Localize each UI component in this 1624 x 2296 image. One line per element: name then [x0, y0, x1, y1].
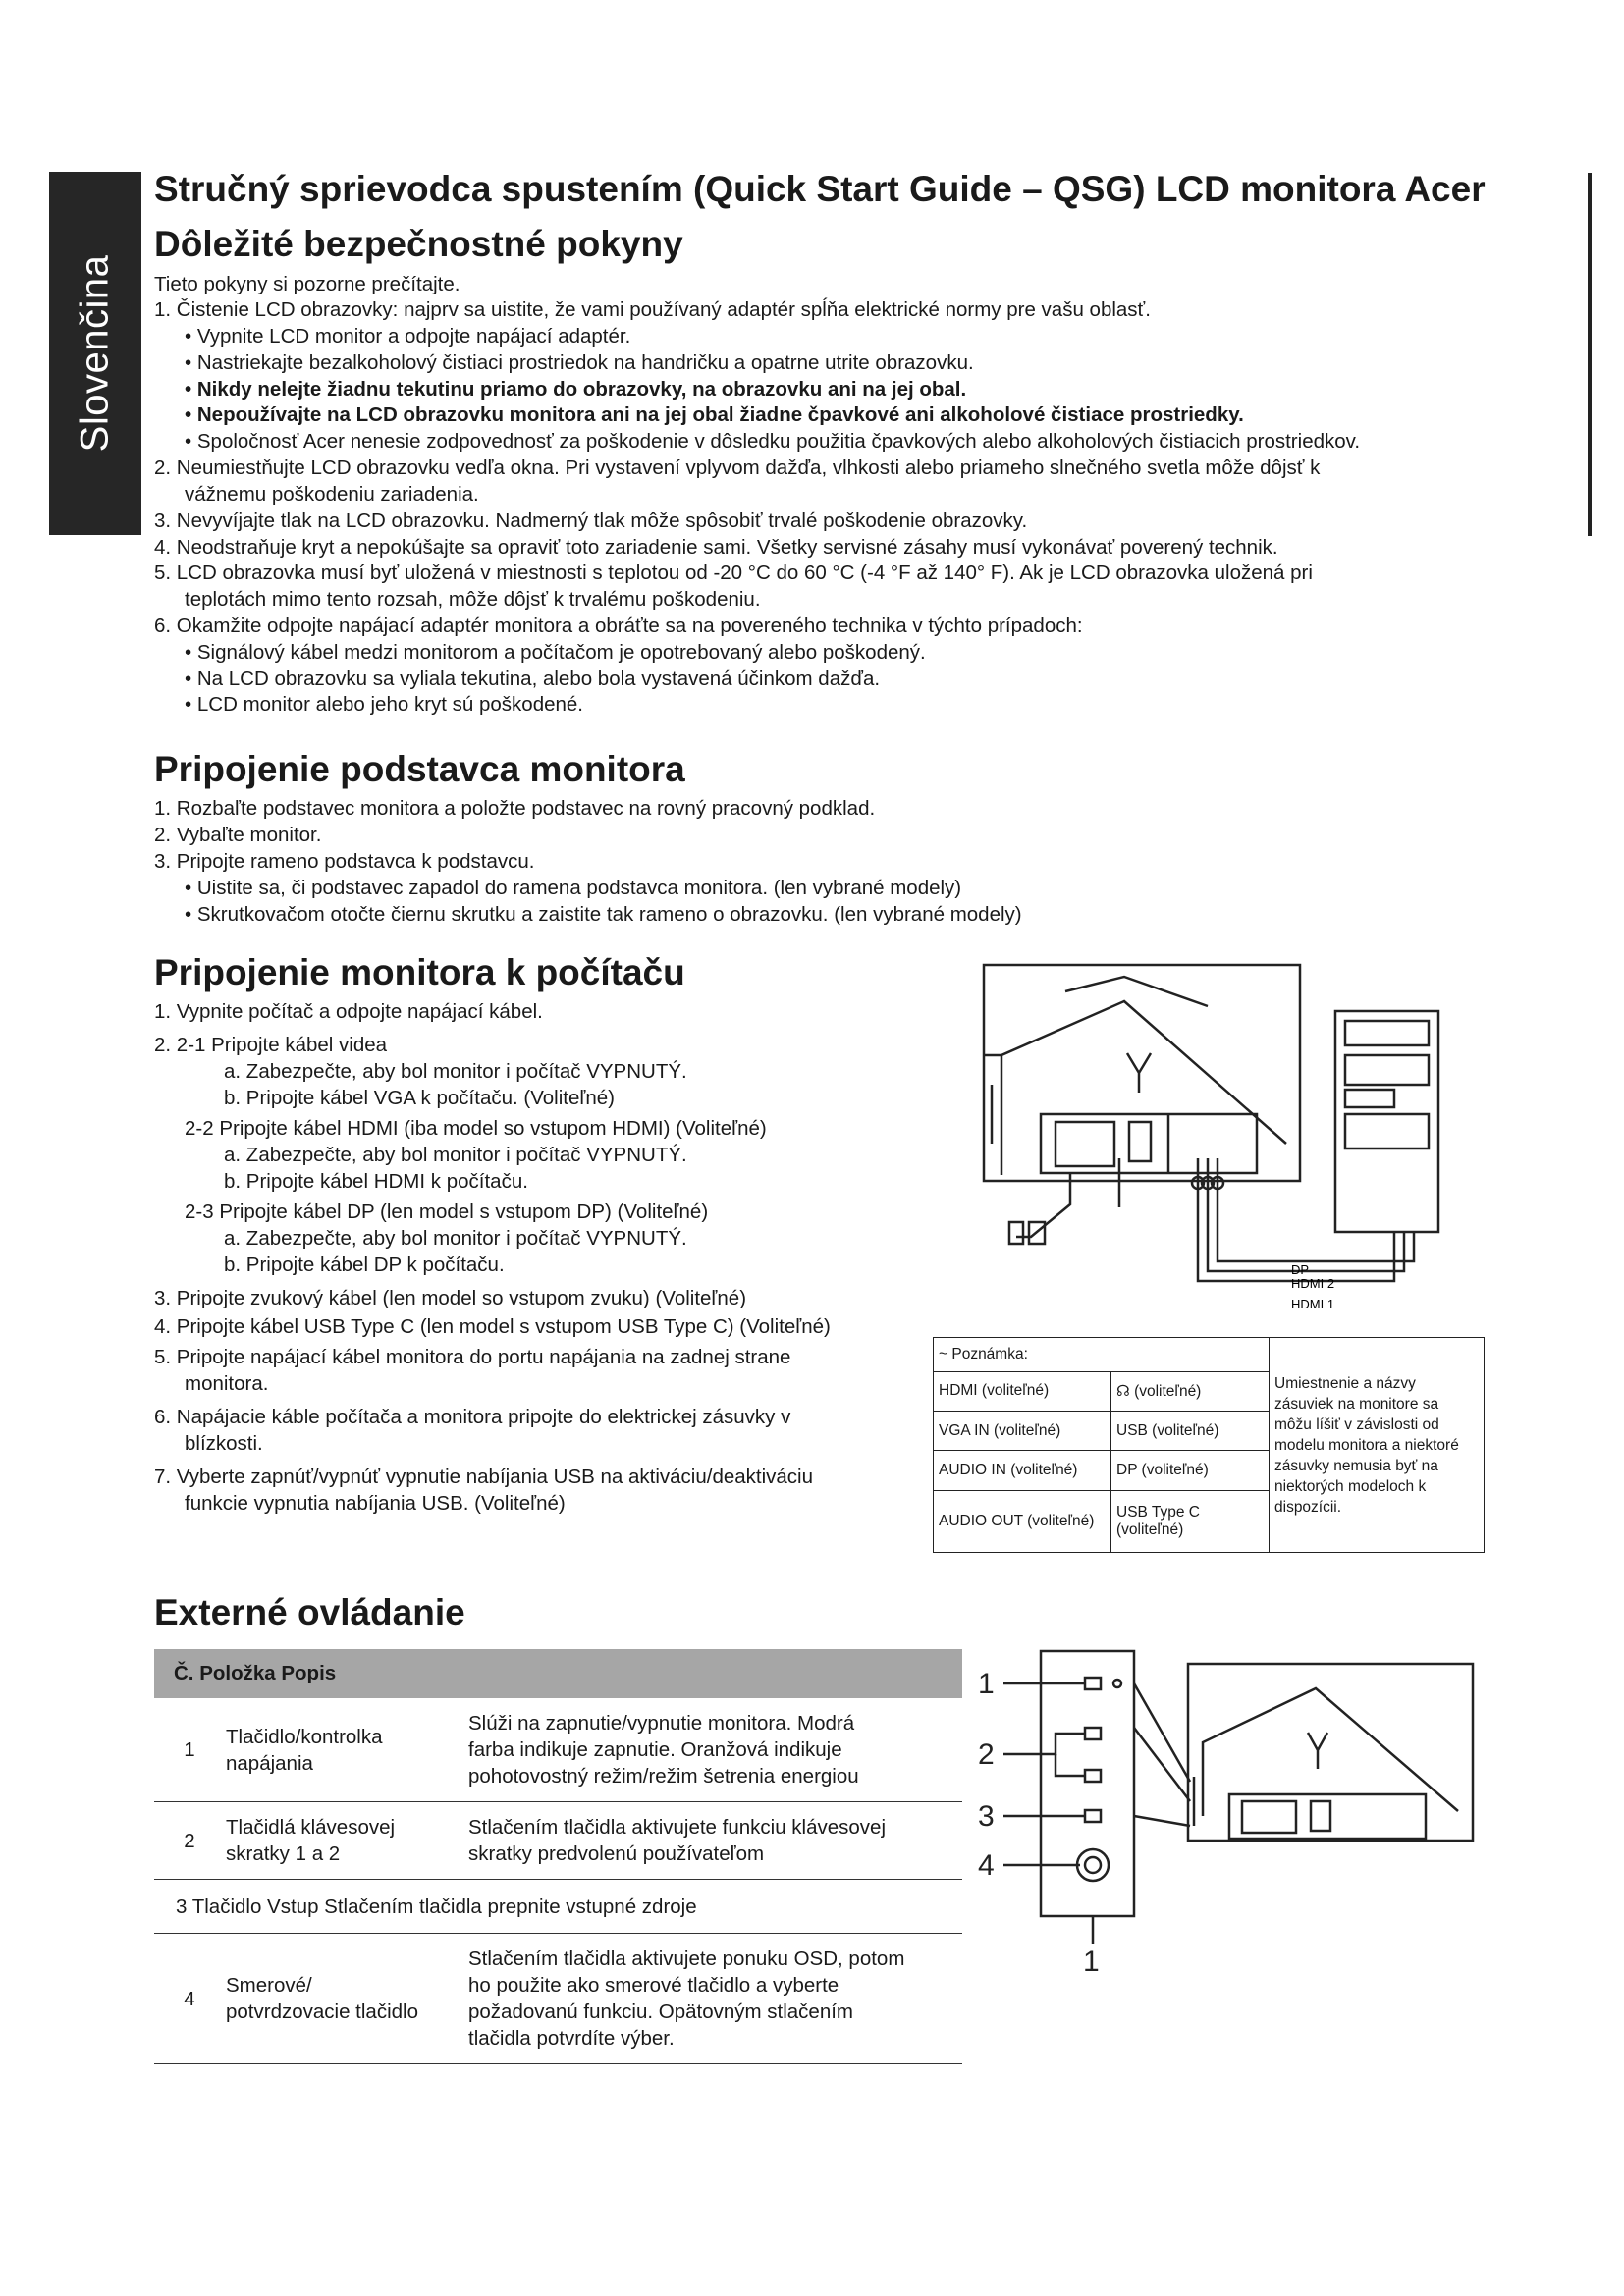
callout-1: 1 [978, 1668, 995, 1700]
note-cell: HDMI (voliteľné) [934, 1371, 1111, 1411]
connect-line: 3. Pripojte zvukový kábel (len model so vstupom zvuku) (Voliteľné) [154, 1287, 747, 1309]
callout-4: 4 [978, 1849, 995, 1882]
connect-line: blízkosti. [185, 1432, 263, 1455]
safety-line: • LCD monitor alebo jeho kryt sú poškodené. [185, 693, 584, 716]
controls-desc-line: Slúži na zapnutie/vypnutie monitora. Modrá [468, 1712, 855, 1735]
note-cell: AUDIO OUT (voliteľné) [934, 1490, 1111, 1552]
note-cell: AUDIO IN (voliteľné) [934, 1451, 1111, 1490]
controls-row [154, 1934, 962, 2064]
connect-heading: Pripojenie monitora k počítaču [154, 952, 685, 992]
callout-1-bottom: 1 [1083, 1946, 1100, 1978]
connect-line: 1. Vypnite počítač a odpojte napájací kábel. [154, 1000, 543, 1023]
stand-line: 2. Vybaľte monitor. [154, 824, 322, 846]
controls-no: 1 [154, 1698, 225, 1802]
external-heading: Externé ovládanie [154, 1592, 465, 1632]
controls-item-line: potvrdzovacie tlačidlo [226, 2001, 418, 2023]
connect-line: 5. Pripojte napájací kábel monitora do portu napájania na zadnej strane [154, 1346, 791, 1368]
controls-desc-line: pohotovostný režim/režim šetrenia energiou [468, 1765, 859, 1788]
safety-line: • Nepoužívajte na LCD obrazovku monitora ani na jej obal žiadne čpavkové ani alkoholové čistiace prostriedky. [185, 403, 1244, 426]
controls-table [154, 1649, 962, 2064]
safety-line: Tieto pokyny si pozorne prečítajte. [154, 273, 460, 295]
language-tab-label: Slovenčina [73, 254, 117, 453]
controls-item [225, 1934, 467, 2064]
safety-heading: Dôležité bezpečnostné pokyny [154, 224, 683, 264]
safety-line: vážnemu poškodeniu zariadenia. [185, 483, 479, 506]
controls-item-line: napájania [226, 1751, 313, 1775]
note-cell: DP (voliteľné) [1111, 1451, 1270, 1490]
controls-item-line: Smerové/ [226, 1974, 312, 1997]
right-margin-rule [1588, 173, 1592, 536]
stand-line: 3. Pripojte rameno podstavca k podstavcu. [154, 850, 535, 873]
headphone-icon: ☊ [1116, 1382, 1135, 1400]
controls-desc-line: farba indikuje zapnutie. Oranžová indikuje [468, 1738, 842, 1761]
controls-no: 2 [154, 1802, 225, 1880]
connect-line: a. Zabezpečte, aby bol monitor i počítač VYPNUTÝ. [224, 1060, 687, 1083]
diagram-hdmi2-label: HDMI 2 [1291, 1276, 1335, 1291]
connect-line: b. Pripojte kábel VGA k počítaču. (Voliteľné) [224, 1087, 615, 1109]
port-note-table [933, 1337, 1485, 1553]
controls-full-cell: 3 Tlačidlo Vstup Stlačením tlačidla prepnite vstupné zdroje [154, 1880, 962, 1934]
connect-line: b. Pripojte kábel HDMI k počítaču. [224, 1170, 528, 1193]
connect-line: 2-3 Pripojte kábel DP (len model s vstupom DP) (Voliteľné) [185, 1201, 709, 1223]
connect-line: a. Zabezpečte, aby bol monitor i počítač VYPNUTÝ. [224, 1144, 687, 1166]
safety-line: 5. LCD obrazovka musí byť uložená v miestnosti s teplotou od -20 °C do 60 °C (-4 °F až 140° F). Ak je LCD obrazovka uložená pri [154, 561, 1313, 584]
controls-item [225, 1802, 467, 1880]
connect-line: b. Pripojte kábel DP k počítaču. [224, 1254, 505, 1276]
controls-no: 4 [154, 1934, 225, 2064]
safety-line: 3. Nevyvíjajte tlak na LCD obrazovku. Nadmerný tlak môže spôsobiť trvalé poškodenie obrazovky. [154, 509, 1028, 532]
note-cell-text: (voliteľné) [1134, 1382, 1202, 1400]
safety-line: teplotách mimo tento rozsah, môže dôjsť k trvalému poškodeniu. [185, 588, 761, 611]
note-header: ~ Poznámka: [934, 1338, 1270, 1372]
connect-line: 2-2 Pripojte kábel HDMI (iba model so vstupom HDMI) (Voliteľné) [185, 1117, 767, 1140]
safety-line: • Signálový kábel medzi monitorom a počítačom je opotrebovaný alebo poškodený. [185, 641, 926, 664]
controls-item-line: Tlačidlo/kontrolka [226, 1725, 383, 1748]
controls-desc-line: ho použite ako smerové tlačidlo a vyberte [468, 1974, 839, 1997]
connect-line: 7. Vyberte zapnúť/vypnúť vypnutie nabíjania USB na aktiváciu/deaktiváciu [154, 1466, 814, 1488]
safety-line: 2. Neumiestňujte LCD obrazovku vedľa okna. Pri vystavení vplyvom dažďa, vlhkosti alebo priameho slnečného svetla môže dôjsť k [154, 456, 1321, 479]
note-cell-headphone [1111, 1371, 1270, 1411]
controls-item-line: skratky 1 a 2 [226, 1842, 341, 1865]
safety-line: 1. Čistenie LCD obrazovky: najprv sa uistite, že vami používaný adaptér spĺňa elektrické normy pre vašu oblasť. [154, 298, 1151, 321]
diagram-hdmi1-label: HDMI 1 [1291, 1297, 1335, 1311]
controls-row [154, 1880, 962, 1934]
connect-line: funkcie vypnutia nabíjania USB. (Voliteľné) [185, 1492, 566, 1515]
controls-desc-line: tlačidla potvrdíte výber. [468, 2027, 675, 2050]
connect-line: 2. 2-1 Pripojte kábel videa [154, 1034, 388, 1056]
safety-line: 6. Okamžite odpojte napájací adaptér monitora a obráťte sa na povereného technika v týchto prípadoch: [154, 614, 1083, 637]
controls-item-line: Tlačidlá klávesovej [226, 1816, 396, 1839]
safety-line: • Na LCD obrazovku sa vyliala tekutina, alebo bola vystavená účinkom dažďa. [185, 667, 881, 690]
note-cell: VGA IN (voliteľné) [934, 1411, 1111, 1450]
controls-desc [467, 1934, 962, 2064]
stand-line: • Skrutkovačom otočte čiernu skrutku a zaistite tak rameno o obrazovku. (len vybrané modely) [185, 903, 1022, 926]
safety-line: • Nikdy nelejte žiadnu tekutinu priamo do obrazovky, na obrazovku ani na jej obal. [185, 378, 967, 400]
callout-2: 2 [978, 1738, 995, 1771]
safety-line: • Vypnite LCD monitor a odpojte napájací adaptér. [185, 325, 631, 347]
controls-desc-line: Stlačením tlačidla aktivujete funkciu klávesovej [468, 1816, 887, 1839]
diagram-dp-label: DP [1291, 1262, 1310, 1277]
button-diagram [972, 1649, 1492, 1983]
callout-3: 3 [978, 1800, 995, 1833]
connect-line: monitora. [185, 1372, 269, 1395]
safety-line: 4. Neodstraňuje kryt a nepokúšajte sa opraviť toto zariadenie sami. Všetky servisné zásahy musí vykonávať poverený technik. [154, 536, 1278, 559]
page-title: Stručný sprievodca spustením (Quick Start Guide – QSG) LCD monitora Acer [154, 169, 1486, 209]
safety-line: • Spoločnosť Acer nenesie zodpovednosť za poškodenie v dôsledku použitia čpavkových alebo alkoholových čistiacich prostriedkov. [185, 430, 1361, 453]
controls-desc [467, 1802, 962, 1880]
controls-row [154, 1802, 962, 1880]
controls-desc [467, 1698, 962, 1802]
note-cell: USB (voliteľné) [1111, 1411, 1270, 1450]
controls-item [225, 1698, 467, 1802]
stand-line: • Uistite sa, či podstavec zapadol do ramena podstavca monitora. (len vybrané modely) [185, 877, 962, 899]
language-tab [49, 172, 141, 535]
connect-line: 4. Pripojte kábel USB Type C (len model s vstupom USB Type C) (Voliteľné) [154, 1315, 831, 1338]
controls-table-header: Č. Položka Popis [154, 1649, 962, 1698]
controls-desc-line: požadovanú funkciu. Opätovným stlačením [468, 2001, 853, 2023]
controls-desc-line: skratky predvolenú používateľom [468, 1842, 765, 1865]
note-side-text: Umiestnenie a názvy zásuviek na monitore sa môžu líšiť v závislosti od modelu monitora a niektoré zásuvky nemusia byť na niektorých modeloch k dispozícii. [1270, 1338, 1485, 1553]
stand-line: 1. Rozbaľte podstavec monitora a položte podstavec na rovný pracovný podklad. [154, 797, 876, 820]
connect-line: a. Zabezpečte, aby bol monitor i počítač VYPNUTÝ. [224, 1227, 687, 1250]
controls-desc-line: Stlačením tlačidla aktivujete ponuku OSD, potom [468, 1948, 905, 1970]
note-cell: USB Type C (voliteľné) [1111, 1490, 1270, 1552]
connect-line: 6. Napájacie káble počítača a monitora pripojte do elektrickej zásuvky v [154, 1406, 791, 1428]
connection-diagram [972, 957, 1443, 1320]
controls-row [154, 1698, 962, 1802]
stand-heading: Pripojenie podstavca monitora [154, 749, 685, 789]
safety-line: • Nastriekajte bezalkoholový čistiaci prostriedok na handričku a opatrne utrite obrazovku. [185, 351, 974, 374]
